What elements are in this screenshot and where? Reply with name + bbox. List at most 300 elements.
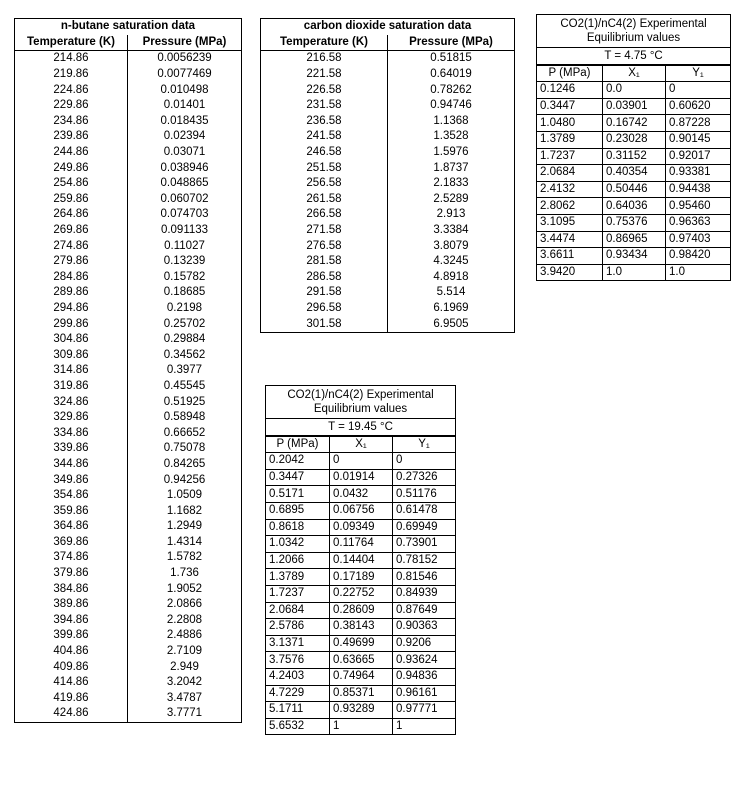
table-cell: 1.5782 bbox=[128, 550, 242, 566]
column-header: X₁ bbox=[330, 436, 393, 453]
table-cell: 0.5171 bbox=[266, 486, 330, 503]
table-row bbox=[15, 129, 242, 145]
table-cell: 344.86 bbox=[15, 457, 128, 473]
table-cell: 3.4787 bbox=[128, 691, 242, 707]
table-title: CO2(1)/nC4(2) Experimental Equilibrium values bbox=[537, 15, 731, 48]
table-cell: 0.34562 bbox=[128, 347, 242, 363]
table-row bbox=[266, 519, 456, 536]
table-cell: 0.51815 bbox=[388, 51, 515, 67]
column-header: Pressure (MPa) bbox=[128, 35, 242, 51]
table-row bbox=[266, 536, 456, 553]
table-row bbox=[15, 566, 242, 582]
table-cell: 224.86 bbox=[15, 82, 128, 98]
table-row bbox=[15, 410, 242, 426]
table-cell: 261.58 bbox=[261, 192, 388, 208]
table-cell: 1.8737 bbox=[388, 160, 515, 176]
table-row bbox=[261, 207, 515, 223]
table-cell: 236.58 bbox=[261, 114, 388, 130]
table-cell: 254.86 bbox=[15, 176, 128, 192]
table-cell: 0.97771 bbox=[393, 702, 456, 719]
table-row bbox=[266, 569, 456, 586]
table-cell: 0.13239 bbox=[128, 254, 242, 270]
table-cell: 0.51176 bbox=[393, 486, 456, 503]
table-cell: 0.048865 bbox=[128, 176, 242, 192]
table-cell: 3.7576 bbox=[266, 652, 330, 669]
table-cell: 0.64019 bbox=[388, 67, 515, 83]
table-row bbox=[266, 453, 456, 470]
table-cell: 246.58 bbox=[261, 145, 388, 161]
table-cell: 2.0866 bbox=[128, 597, 242, 613]
table-cell: 0.15782 bbox=[128, 270, 242, 286]
table-cell: 409.86 bbox=[15, 659, 128, 675]
table-cell: 0.63665 bbox=[330, 652, 393, 669]
table-cell: 0.29884 bbox=[128, 332, 242, 348]
table-cell: 0.90363 bbox=[393, 619, 456, 636]
table-cell: 0.0056239 bbox=[128, 51, 242, 67]
table-cell: 0.14404 bbox=[330, 552, 393, 569]
table-cell: 0.60620 bbox=[666, 98, 731, 115]
table-row bbox=[15, 519, 242, 535]
table-row bbox=[15, 488, 242, 504]
table-cell: 0.09349 bbox=[330, 519, 393, 536]
table-cell: 0.11027 bbox=[128, 238, 242, 254]
table-cell: 0.87228 bbox=[666, 115, 731, 132]
table-cell: 3.6611 bbox=[537, 248, 603, 265]
table-cell: 0.93289 bbox=[330, 702, 393, 719]
table-row bbox=[266, 585, 456, 602]
table-cell: 286.58 bbox=[261, 270, 388, 286]
table-cell: 0.58948 bbox=[128, 410, 242, 426]
table-row bbox=[537, 82, 731, 99]
table-cell: 3.2042 bbox=[128, 675, 242, 691]
table-cell: 0.17189 bbox=[330, 569, 393, 586]
table-row bbox=[15, 581, 242, 597]
table-cell: 2.4886 bbox=[128, 628, 242, 644]
table-row bbox=[261, 285, 515, 301]
table-cell: 0.84939 bbox=[393, 585, 456, 602]
table-cell: 0.85371 bbox=[330, 685, 393, 702]
table-row bbox=[15, 706, 242, 722]
table-row bbox=[15, 425, 242, 441]
table-cell: 0.51925 bbox=[128, 394, 242, 410]
table-cell: 1.0342 bbox=[266, 536, 330, 553]
table-body bbox=[261, 51, 515, 333]
table-cell: 2.5786 bbox=[266, 619, 330, 636]
column-header: Pressure (MPa) bbox=[388, 35, 515, 51]
table-cell: 1.5976 bbox=[388, 145, 515, 161]
table-cell: 424.86 bbox=[15, 706, 128, 722]
table-cell: 226.58 bbox=[261, 82, 388, 98]
table-cell: 1 bbox=[330, 718, 393, 735]
table-cell: 0.3977 bbox=[128, 363, 242, 379]
table-cell: 264.86 bbox=[15, 207, 128, 223]
table-cell: 0.0 bbox=[603, 82, 666, 99]
table-cell: 0.94746 bbox=[388, 98, 515, 114]
table-cell: 269.86 bbox=[15, 223, 128, 239]
table-row bbox=[537, 165, 731, 182]
table-row bbox=[537, 214, 731, 231]
table-cell: 239.86 bbox=[15, 129, 128, 145]
table-row bbox=[15, 67, 242, 83]
table-cell: 0.2198 bbox=[128, 301, 242, 317]
table-cell: 6.9505 bbox=[388, 316, 515, 332]
table-cell: 0.74964 bbox=[330, 668, 393, 685]
table-cell: 234.86 bbox=[15, 114, 128, 130]
table-cell: 1.2066 bbox=[266, 552, 330, 569]
table-cell: 0.010498 bbox=[128, 82, 242, 98]
table-cell: 251.58 bbox=[261, 160, 388, 176]
table-row bbox=[261, 192, 515, 208]
table-cell: 0.038946 bbox=[128, 160, 242, 176]
table-row bbox=[266, 469, 456, 486]
table-row bbox=[537, 181, 731, 198]
table-row bbox=[261, 129, 515, 145]
table-cell: 0.6895 bbox=[266, 502, 330, 519]
table-cell: 2.913 bbox=[388, 207, 515, 223]
table-row bbox=[15, 82, 242, 98]
table-cell: 2.4132 bbox=[537, 181, 603, 198]
table-row bbox=[15, 160, 242, 176]
table-cell: 3.8079 bbox=[388, 238, 515, 254]
table-row bbox=[15, 176, 242, 192]
table-cell: 0.78262 bbox=[388, 82, 515, 98]
table-cell: 0.86965 bbox=[603, 231, 666, 248]
table-row bbox=[15, 114, 242, 130]
table-row bbox=[537, 264, 731, 281]
equilibrium-table-4-75 bbox=[536, 14, 731, 281]
table-cell: 0.25702 bbox=[128, 316, 242, 332]
table-cell: 231.58 bbox=[261, 98, 388, 114]
table-cell: 0.3447 bbox=[537, 98, 603, 115]
table-cell: 0.49699 bbox=[330, 635, 393, 652]
table-cell: 0.074703 bbox=[128, 207, 242, 223]
table-cell: 1.9052 bbox=[128, 581, 242, 597]
table-cell: 0.23028 bbox=[603, 131, 666, 148]
table-cell: 0.40354 bbox=[603, 165, 666, 182]
table-cell: 0.8618 bbox=[266, 519, 330, 536]
table-cell: 334.86 bbox=[15, 425, 128, 441]
table-row bbox=[15, 285, 242, 301]
table-cell: 6.1969 bbox=[388, 301, 515, 317]
table-row bbox=[15, 503, 242, 519]
table-cell: 3.9420 bbox=[537, 264, 603, 281]
table-cell: 384.86 bbox=[15, 581, 128, 597]
table-cell: 4.8918 bbox=[388, 270, 515, 286]
column-header: Temperature (K) bbox=[15, 35, 128, 51]
table-cell: 0.060702 bbox=[128, 192, 242, 208]
table-row bbox=[15, 98, 242, 114]
table-cell: 0.03901 bbox=[603, 98, 666, 115]
table-cell: 0.16742 bbox=[603, 115, 666, 132]
table-row bbox=[15, 238, 242, 254]
table-cell: 0.78152 bbox=[393, 552, 456, 569]
table-row bbox=[261, 114, 515, 130]
table-cell: 296.58 bbox=[261, 301, 388, 317]
table-row bbox=[15, 145, 242, 161]
table-row bbox=[15, 644, 242, 660]
table-cell: 1.0480 bbox=[537, 115, 603, 132]
table-cell: 5.6532 bbox=[266, 718, 330, 735]
table-cell: 0.61478 bbox=[393, 502, 456, 519]
table-cell: 2.0684 bbox=[537, 165, 603, 182]
table-cell: 0.27326 bbox=[393, 469, 456, 486]
table-row bbox=[261, 98, 515, 114]
table-cell: 0.2042 bbox=[266, 453, 330, 470]
table-cell: 214.86 bbox=[15, 51, 128, 67]
table-cell: 0.84265 bbox=[128, 457, 242, 473]
table-cell: 249.86 bbox=[15, 160, 128, 176]
table-cell: 0.94438 bbox=[666, 181, 731, 198]
table-row bbox=[266, 668, 456, 685]
table-cell: 0.96161 bbox=[393, 685, 456, 702]
column-header: Temperature (K) bbox=[261, 35, 388, 51]
table-cell: 369.86 bbox=[15, 535, 128, 551]
table-cell: 0.75376 bbox=[603, 214, 666, 231]
table-cell: 3.1371 bbox=[266, 635, 330, 652]
table-cell: 289.86 bbox=[15, 285, 128, 301]
table-cell: 1.736 bbox=[128, 566, 242, 582]
table-cell: 301.58 bbox=[261, 316, 388, 332]
table-cell: 399.86 bbox=[15, 628, 128, 644]
table-cell: 291.58 bbox=[261, 285, 388, 301]
table-row bbox=[261, 316, 515, 332]
table-row bbox=[266, 685, 456, 702]
table-cell: 0.87649 bbox=[393, 602, 456, 619]
table-cell: 2.2808 bbox=[128, 613, 242, 629]
table-title: CO2(1)/nC4(2) Experimental Equilibrium values bbox=[266, 386, 456, 419]
table-cell: 229.86 bbox=[15, 98, 128, 114]
table-cell: 0.28609 bbox=[330, 602, 393, 619]
table-row bbox=[261, 270, 515, 286]
table-cell: 276.58 bbox=[261, 238, 388, 254]
table-row bbox=[15, 613, 242, 629]
table-cell: 3.1095 bbox=[537, 214, 603, 231]
table-cell: 2.949 bbox=[128, 659, 242, 675]
table-row bbox=[261, 82, 515, 98]
table-cell: 1.3528 bbox=[388, 129, 515, 145]
table-cell: 0.90145 bbox=[666, 131, 731, 148]
table-row bbox=[15, 659, 242, 675]
table-row bbox=[15, 254, 242, 270]
temperature-label: T = 19.45 °C bbox=[266, 419, 456, 436]
table-cell: 1.0 bbox=[603, 264, 666, 281]
table-row bbox=[15, 316, 242, 332]
table-row bbox=[537, 131, 731, 148]
co2-saturation-table bbox=[260, 18, 515, 333]
table-cell: 0.1246 bbox=[537, 82, 603, 99]
table-row bbox=[537, 115, 731, 132]
table-cell: 274.86 bbox=[15, 238, 128, 254]
table-cell: 404.86 bbox=[15, 644, 128, 660]
table-cell: 0.45545 bbox=[128, 379, 242, 395]
table-cell: 0.091133 bbox=[128, 223, 242, 239]
table-body bbox=[15, 51, 242, 723]
column-header: P (MPa) bbox=[266, 436, 330, 453]
table-cell: 0.92017 bbox=[666, 148, 731, 165]
table-row bbox=[15, 379, 242, 395]
table-cell: 0.3447 bbox=[266, 469, 330, 486]
table-row bbox=[15, 472, 242, 488]
table-cell: 0.64036 bbox=[603, 198, 666, 215]
table-cell: 2.0684 bbox=[266, 602, 330, 619]
table-cell: 364.86 bbox=[15, 519, 128, 535]
table-cell: 414.86 bbox=[15, 675, 128, 691]
table-cell: 1.0 bbox=[666, 264, 731, 281]
table-cell: 1.0509 bbox=[128, 488, 242, 504]
table-title: carbon dioxide saturation data bbox=[261, 19, 515, 35]
table-cell: 279.86 bbox=[15, 254, 128, 270]
table-cell: 3.4474 bbox=[537, 231, 603, 248]
column-header: X₁ bbox=[603, 65, 666, 82]
table-row bbox=[15, 394, 242, 410]
table-cell: 394.86 bbox=[15, 613, 128, 629]
table-cell: 339.86 bbox=[15, 441, 128, 457]
table-cell: 0.18685 bbox=[128, 285, 242, 301]
table-row bbox=[15, 441, 242, 457]
table-cell: 0.98420 bbox=[666, 248, 731, 265]
column-header: Y₁ bbox=[666, 65, 731, 82]
temperature-label: T = 4.75 °C bbox=[537, 48, 731, 65]
table-cell: 0 bbox=[666, 82, 731, 99]
table-cell: 271.58 bbox=[261, 223, 388, 239]
table-cell: 1.3789 bbox=[266, 569, 330, 586]
table-row bbox=[15, 628, 242, 644]
table-cell: 0.03071 bbox=[128, 145, 242, 161]
table-cell: 266.58 bbox=[261, 207, 388, 223]
table-cell: 1.3789 bbox=[537, 131, 603, 148]
table-cell: 284.86 bbox=[15, 270, 128, 286]
column-header: P (MPa) bbox=[537, 65, 603, 82]
table-cell: 0.31152 bbox=[603, 148, 666, 165]
table-cell: 244.86 bbox=[15, 145, 128, 161]
table-cell: 0.0077469 bbox=[128, 67, 242, 83]
table-row bbox=[15, 550, 242, 566]
table-cell: 294.86 bbox=[15, 301, 128, 317]
table-cell: 241.58 bbox=[261, 129, 388, 145]
table-cell: 0.94256 bbox=[128, 472, 242, 488]
table-cell: 1 bbox=[393, 718, 456, 735]
table-row bbox=[261, 51, 515, 67]
table-row bbox=[15, 535, 242, 551]
table-cell: 1.7237 bbox=[266, 585, 330, 602]
table-cell: 259.86 bbox=[15, 192, 128, 208]
table-cell: 219.86 bbox=[15, 67, 128, 83]
table-cell: 299.86 bbox=[15, 316, 128, 332]
table-cell: 0.06756 bbox=[330, 502, 393, 519]
table-row bbox=[15, 457, 242, 473]
table-row bbox=[266, 602, 456, 619]
table-row bbox=[266, 702, 456, 719]
table-row bbox=[537, 231, 731, 248]
table-cell: 0.11764 bbox=[330, 536, 393, 553]
table-row bbox=[266, 652, 456, 669]
table-cell: 0.69949 bbox=[393, 519, 456, 536]
table-row bbox=[15, 332, 242, 348]
table-cell: 389.86 bbox=[15, 597, 128, 613]
table-cell: 324.86 bbox=[15, 394, 128, 410]
table-row bbox=[15, 223, 242, 239]
table-cell: 309.86 bbox=[15, 347, 128, 363]
table-cell: 0 bbox=[393, 453, 456, 470]
table-cell: 2.5289 bbox=[388, 192, 515, 208]
table-cell: 216.58 bbox=[261, 51, 388, 67]
table-cell: 0.66652 bbox=[128, 425, 242, 441]
equilibrium-table-19-45 bbox=[265, 385, 456, 735]
table-row bbox=[261, 301, 515, 317]
table-cell: 354.86 bbox=[15, 488, 128, 504]
table-row bbox=[15, 51, 242, 67]
table-row bbox=[261, 145, 515, 161]
table-row bbox=[266, 619, 456, 636]
table-row bbox=[266, 718, 456, 735]
table-row bbox=[266, 635, 456, 652]
table-row bbox=[537, 248, 731, 265]
table-cell: 4.2403 bbox=[266, 668, 330, 685]
table-cell: 0.01401 bbox=[128, 98, 242, 114]
table-cell: 5.514 bbox=[388, 285, 515, 301]
table-cell: 319.86 bbox=[15, 379, 128, 395]
table-cell: 221.58 bbox=[261, 67, 388, 83]
table-cell: 314.86 bbox=[15, 363, 128, 379]
table-cell: 2.1833 bbox=[388, 176, 515, 192]
table-cell: 0.38143 bbox=[330, 619, 393, 636]
table-cell: 0.50446 bbox=[603, 181, 666, 198]
table-cell: 349.86 bbox=[15, 472, 128, 488]
table-cell: 304.86 bbox=[15, 332, 128, 348]
table-row bbox=[266, 502, 456, 519]
table-cell: 0.0432 bbox=[330, 486, 393, 503]
table-cell: 2.7109 bbox=[128, 644, 242, 660]
table-cell: 0.73901 bbox=[393, 536, 456, 553]
table-row bbox=[537, 148, 731, 165]
table-cell: 0.96363 bbox=[666, 214, 731, 231]
table-cell: 1.1368 bbox=[388, 114, 515, 130]
table-cell: 0.94836 bbox=[393, 668, 456, 685]
table-cell: 0.93434 bbox=[603, 248, 666, 265]
table-cell: 5.1711 bbox=[266, 702, 330, 719]
table-row bbox=[15, 301, 242, 317]
table-row bbox=[261, 160, 515, 176]
table-row bbox=[266, 486, 456, 503]
table-row bbox=[15, 192, 242, 208]
table-cell: 4.3245 bbox=[388, 254, 515, 270]
table-row bbox=[15, 207, 242, 223]
table-cell: 419.86 bbox=[15, 691, 128, 707]
table-row bbox=[266, 552, 456, 569]
table-cell: 3.7771 bbox=[128, 706, 242, 722]
table-cell: 1.4314 bbox=[128, 535, 242, 551]
table-cell: 2.8062 bbox=[537, 198, 603, 215]
table-cell: 0.95460 bbox=[666, 198, 731, 215]
table-cell: 281.58 bbox=[261, 254, 388, 270]
table-cell: 3.3384 bbox=[388, 223, 515, 239]
table-cell: 0.97403 bbox=[666, 231, 731, 248]
table-row bbox=[15, 675, 242, 691]
table-row bbox=[261, 238, 515, 254]
column-header: Y₁ bbox=[393, 436, 456, 453]
table-cell: 0.81546 bbox=[393, 569, 456, 586]
table-row bbox=[261, 254, 515, 270]
table-cell: 329.86 bbox=[15, 410, 128, 426]
table-cell: 0.02394 bbox=[128, 129, 242, 145]
table-cell: 0.22752 bbox=[330, 585, 393, 602]
table-cell: 1.1682 bbox=[128, 503, 242, 519]
table-row bbox=[261, 223, 515, 239]
table-cell: 0 bbox=[330, 453, 393, 470]
table-cell: 374.86 bbox=[15, 550, 128, 566]
table-row bbox=[261, 67, 515, 83]
table-row bbox=[537, 98, 731, 115]
